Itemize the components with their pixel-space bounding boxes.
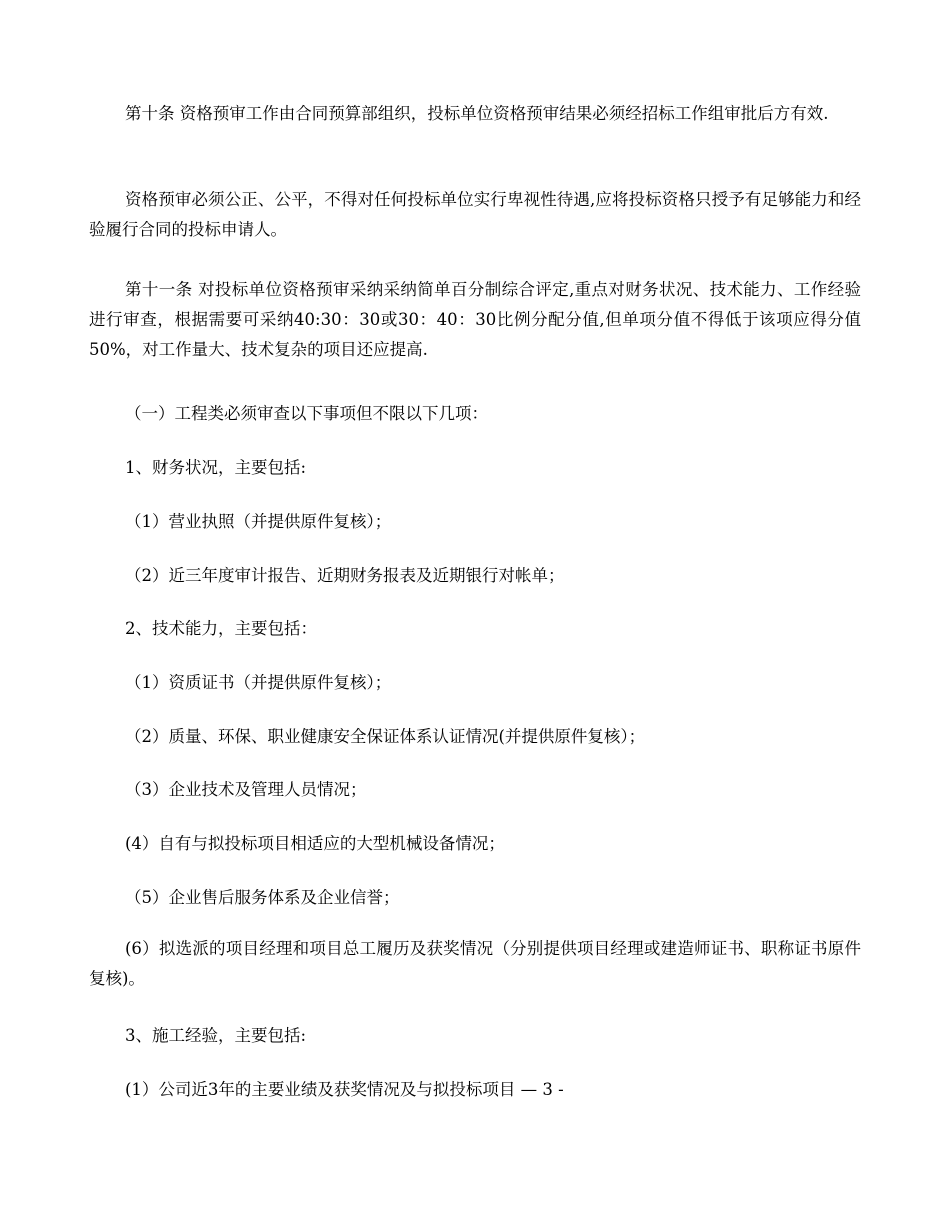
paragraph-article-10: 第十条 资格预审工作由合同预算部组织，投标单位资格预审结果必须经招标工作组审批后方有效. (125, 104, 829, 123)
list-item-staff: （3）企业技术及管理人员情况； (125, 780, 367, 799)
list-item-project-manager: (6）拟选派的项目经理和项目总工履历及获奖情况（分别提供项目经理或建造师证书、职称证书原件复核)。 (89, 939, 861, 988)
list-item-business-license: （1）营业执照（并提供原件复核）； (125, 512, 392, 531)
list-item-company-performance: (1）公司近3年的主要业绩及获奖情况及与拟投标项目 — 3 - (125, 1080, 564, 1099)
list-heading-construction-experience: 3、施工经验，主要包括: (125, 1026, 307, 1045)
list-item-after-sales: （5）企业售后服务体系及企业信誉； (125, 888, 400, 907)
section-heading-engineering: （一）工程类必须审查以下事项但不限以下几项： (125, 404, 488, 423)
list-item-qualification-certificate: （1）资质证书（并提供原件复核）； (125, 673, 392, 692)
paragraph-prequal-fairness: 资格预审必须公正、公平，不得对任何投标单位实行卑视性待遇,应将投标资格只授予有足够能力和经验履行合同的投标申请人。 (89, 190, 861, 239)
list-item-audit-report: （2）近三年度审计报告、近期财务报表及近期银行对帐单； (125, 566, 565, 585)
list-item-certification-systems: （2）质量、环保、职业健康安全保证体系认证情况(并提供原件复核）； (125, 727, 646, 746)
list-heading-technical-capability: 2、技术能力，主要包括： (125, 619, 317, 638)
list-item-machinery: (4）自有与拟投标项目相适应的大型机械设备情况； (125, 834, 505, 853)
paragraph-article-11: 第十一条 对投标单位资格预审采纳采纳简单百分制综合评定,重点对财务状况、技术能力、工作经验进行审查，根据需要可采纳40:30：30或30：40：30比例分配分值,但单项分值不得低于该项应得分值50%，对工作量大、技术复杂的项目还应提高. (89, 280, 861, 359)
list-heading-financial-status: 1、财务状况，主要包括: (125, 458, 307, 477)
